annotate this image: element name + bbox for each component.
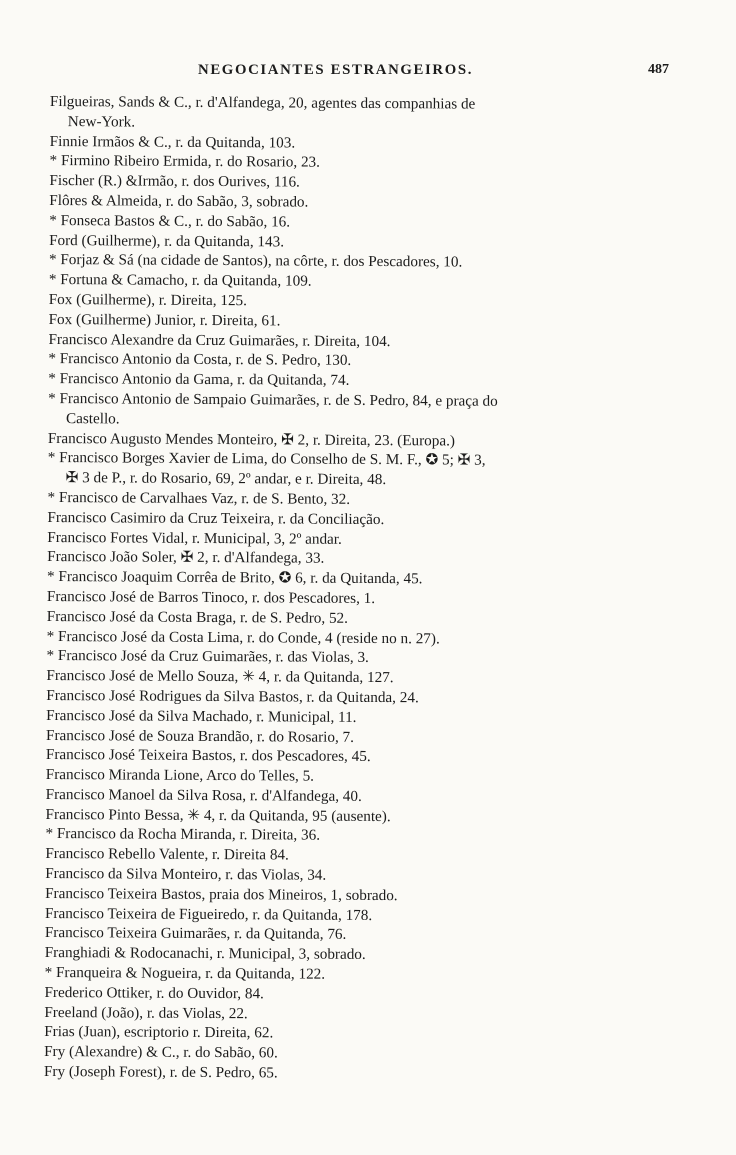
directory-entry: Frederico Ottiker, r. do Ouvidor, 84. [44, 983, 264, 1003]
directory-entry: * Francisco José da Cruz Guimarães, r. das Violas, 3. [46, 647, 369, 667]
directory-entry: * Francisco Joaquim Corrêa de Brito, ✪ 6, r. da Quitanda, 45. [46, 568, 423, 588]
directory-entry: Francisco Teixeira Guimarães, r. da Quitanda, 76. [44, 924, 347, 944]
directory-entry: Fry (Joseph Forest), r. de S. Pedro, 65. [43, 1063, 278, 1082]
page-header [0, 62, 736, 84]
directory-entry: Fox (Guilherme), r. Direita, 125. [48, 290, 248, 310]
directory-entry: Flôres & Almeida, r. do Sabão, 3, sobrado. [49, 191, 309, 211]
directory-entry: Ford (Guilherme), r. da Quitanda, 143. [49, 231, 285, 251]
directory-entry: Francisco José da Silva Machado, r. Municipal, 11. [46, 706, 357, 726]
directory-entry: Franghiadi & Rodocanachi, r. Municipal, 3, sobrado. [44, 944, 366, 964]
directory-entry: Finnie Irmãos & C., r. da Quitanda, 103. [49, 132, 296, 152]
directory-entry: Francisco José Rodrigues da Silva Bastos, r. da Quitanda, 24. [46, 686, 419, 707]
directory-entry: * Forjaz & Sá (na cidade de Santos), na côrte, r. dos Pescadores, 10. [48, 251, 463, 271]
directory-entry: * Francisco José da Costa Lima, r. do Conde, 4 (reside no n. 27). [46, 627, 440, 647]
directory-entry: Freeland (João), r. das Violas, 22. [44, 1003, 248, 1022]
directory-entry: * Francisco Antonio da Gama, r. da Quitanda, 74. [48, 370, 350, 389]
directory-entry-continuation: Castello. [65, 409, 120, 428]
directory-entry: Francisco Miranda Lione, Arco do Telles, 5. [45, 766, 315, 785]
directory-entry: * Francisco Borges Xavier de Lima, do Conselho de S. M. F., ✪ 5; ✠ 3, [47, 449, 486, 470]
directory-entry: * Francisco da Rocha Miranda, r. Direita, 36. [45, 825, 321, 845]
directory-entry: Filgueiras, Sands & C., r. d'Alfandega, 20, agentes das companhias de [49, 92, 476, 113]
directory-entry: Francisco Fortes Vidal, r. Municipal, 3, 2º andar. [47, 528, 342, 548]
running-title: NEGOCIANTES ESTRANGEIROS. [198, 62, 474, 78]
directory-entry-continuation: New-York. [67, 112, 136, 131]
directory-entry: Francisco José de Mello Souza, ✳ 4, r. da Quitanda, 127. [46, 667, 394, 687]
directory-entry: Francisco João Soler, ✠ 2, r. d'Alfandega, 33. [47, 548, 325, 568]
directory-entry: * Francisco Antonio da Costa, r. de S. Pedro, 130. [48, 350, 352, 370]
directory-entry: Francisco da Silva Monteiro, r. das Violas, 34. [45, 865, 327, 884]
directory-entry: * Fortuna & Camacho, r. da Quitanda, 109. [48, 271, 312, 290]
directory-entry: * Francisco Antonio de Sampaio Guimarães, r. de S. Pedro, 84, e praça do [48, 389, 498, 410]
directory-entry: Francisco Teixeira de Figueiredo, r. da Quitanda, 178. [44, 904, 373, 924]
directory-entry: Fischer (R.) &Irmão, r. dos Ourives, 116. [49, 172, 300, 191]
directory-entry-continuation: ✠ 3 de P., r. do Rosario, 69, 2º andar, e r. Direita, 48. [65, 469, 387, 489]
directory-entry: * Firmino Ribeiro Ermida, r. do Rosario, 23. [49, 152, 321, 172]
page-number: 487 [648, 62, 669, 77]
directory-entry: * Francisco de Carvalhaes Vaz, r. de S. Bento, 32. [47, 488, 351, 508]
directory-entry: Frias (Juan), escriptorio r. Direita, 62. [44, 1023, 274, 1042]
directory-entry: Francisco Augusto Mendes Monteiro, ✠ 2, r. Direita, 23. (Europa.) [47, 429, 456, 450]
directory-entry: Francisco José de Souza Brandão, r. do Rosario, 7. [46, 726, 355, 746]
directory-entry: Francisco José de Barros Tinoco, r. dos Pescadores, 1. [46, 587, 376, 607]
directory-entry: Francisco Teixeira Bastos, praia dos Mineiros, 1, sobrado. [45, 884, 398, 905]
directory-entry: Francisco Casimiro da Cruz Teixeira, r. da Conciliação. [47, 508, 385, 528]
directory-entry: Francisco José Teixeira Bastos, r. dos Pescadores, 45. [45, 746, 371, 766]
directory-entry: Fox (Guilherme) Junior, r. Direita, 61. [48, 310, 281, 330]
directory-entry: Francisco José da Costa Braga, r. de S. Pedro, 52. [46, 607, 349, 627]
directory-entry: Francisco Manoel da Silva Rosa, r. d'Alfandega, 40. [45, 785, 362, 805]
directory-entry: * Franqueira & Nogueira, r. da Quitanda, 122. [44, 964, 326, 983]
directory-entry: Fry (Alexandre) & C., r. do Sabão, 60. [44, 1043, 278, 1062]
directory-entry: Francisco Alexandre da Cruz Guimarães, r. Direita, 104. [48, 330, 391, 350]
directory-entry: Francisco Rebello Valente, r. Direita 84. [45, 845, 289, 864]
directory-entry: * Fonseca Bastos & C., r. do Sabão, 16. [49, 211, 291, 231]
directory-entries [44, 92, 690, 1086]
directory-entry: Francisco Pinto Bessa, ✳ 4, r. da Quitanda, 95 (ausente). [45, 805, 391, 825]
